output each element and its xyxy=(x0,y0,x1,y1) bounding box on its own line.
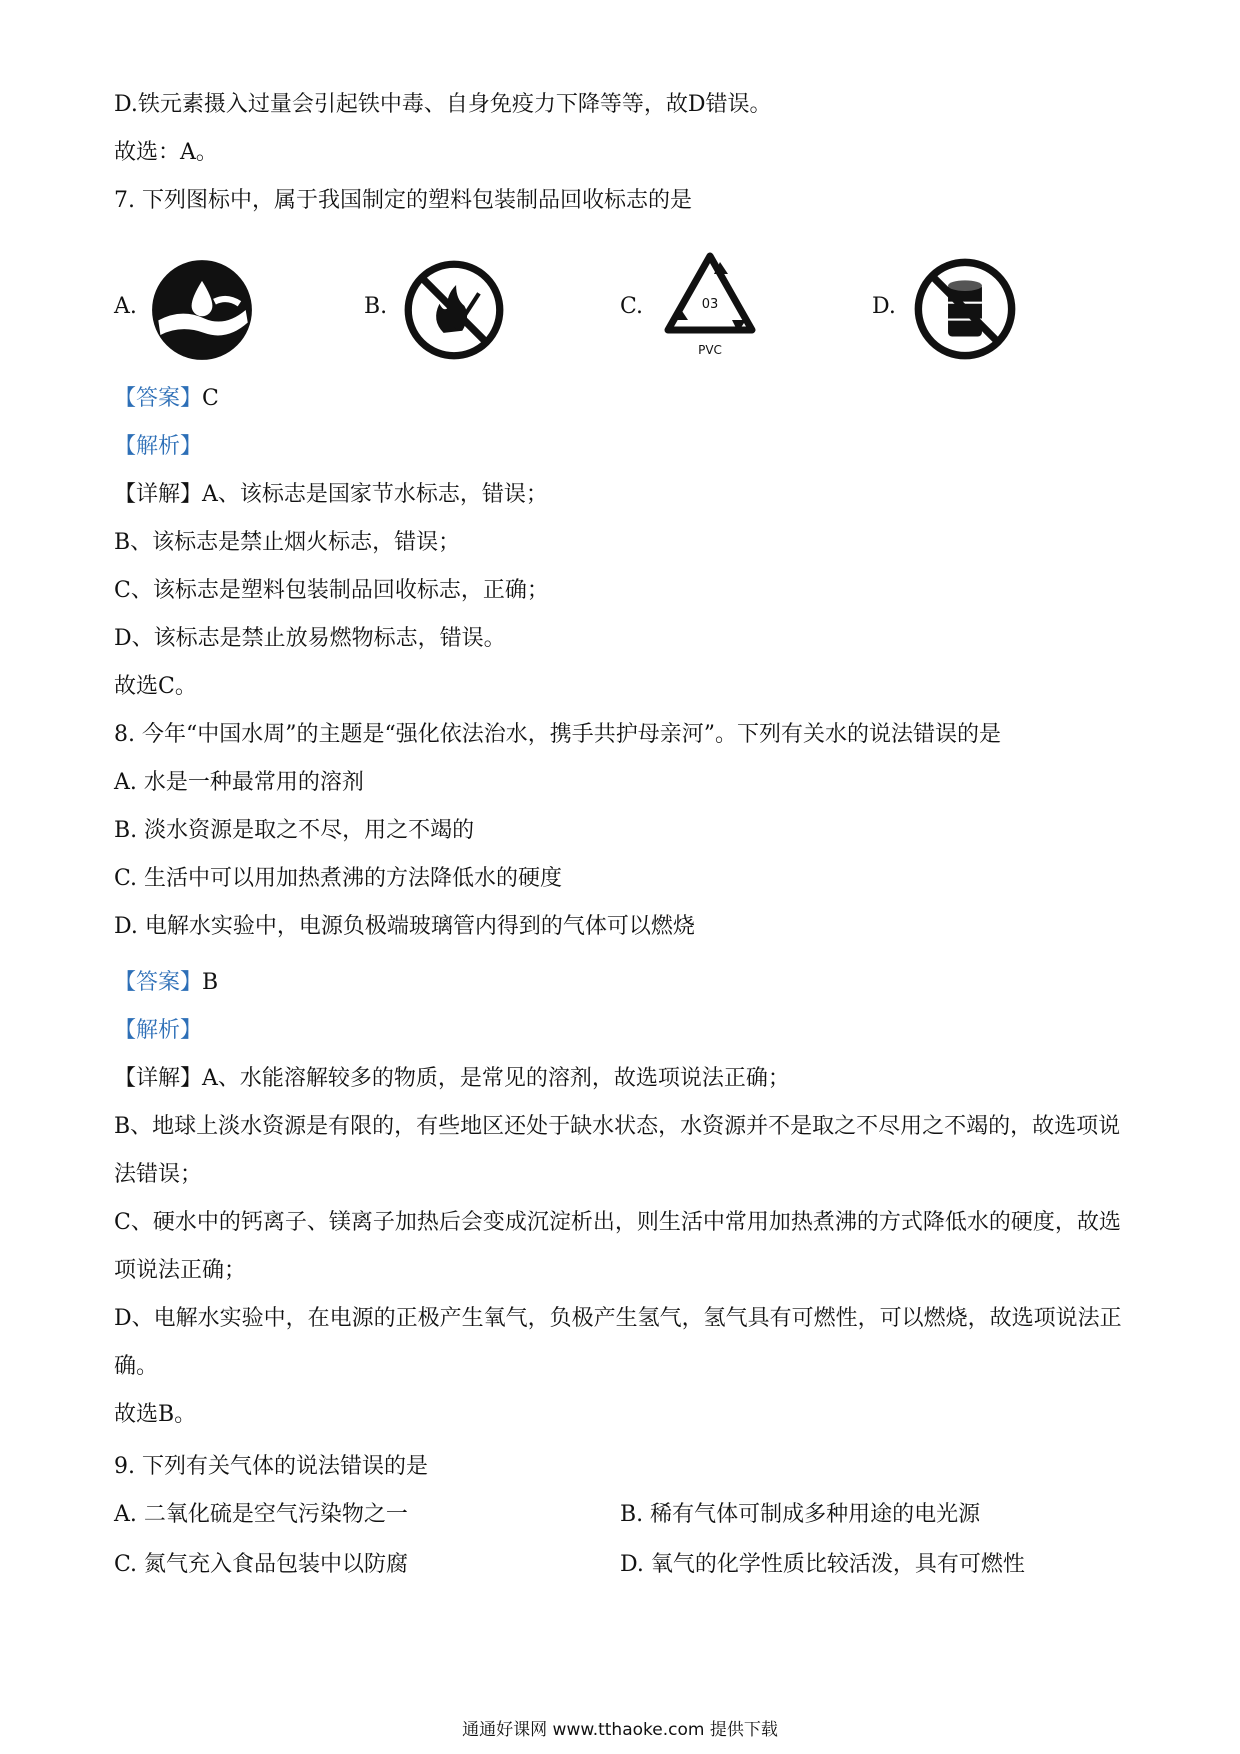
text-line: 确。 xyxy=(114,1354,159,1379)
answer-tag: 【答案】 xyxy=(114,970,203,995)
option-d-label: D. xyxy=(872,294,896,319)
option-d: D. 氧气的化学性质比较活泼，具有可燃性 xyxy=(620,1552,1025,1577)
text-line: 故选C。 xyxy=(114,674,197,699)
option-a: A. 二氧化硫是空气污染物之一 xyxy=(114,1502,408,1527)
text-line: D、该标志是禁止放易燃物标志，错误。 xyxy=(114,626,506,651)
answer-line xyxy=(114,968,218,998)
analysis-tag: 【解析】 xyxy=(114,434,203,459)
recycling-material: PVC xyxy=(698,343,722,357)
detail-line xyxy=(114,480,548,510)
no-flammables-icon xyxy=(912,256,1018,362)
detail-tag: 【详解】 xyxy=(114,1066,203,1091)
no-fire-icon xyxy=(402,258,506,362)
option-b: B. 稀有气体可制成多种用途的电光源 xyxy=(620,1502,981,1527)
option-c: C. 生活中可以用加热煮沸的方法降低水的硬度 xyxy=(114,866,563,891)
text-line: D、电解水实验中，在电源的正极产生氧气，负极产生氢气，氢气具有可燃性，可以燃烧，故选项说法正 xyxy=(114,1306,1122,1331)
text-line: 法错误； xyxy=(114,1162,203,1187)
recycling-code: 03 xyxy=(701,297,719,312)
option-d: D. 电解水实验中，电源负极端玻璃管内得到的气体可以燃烧 xyxy=(114,914,695,939)
text-line: 故选B。 xyxy=(114,1402,197,1427)
option-b-label: B. xyxy=(364,294,388,319)
option-a-label: A. xyxy=(114,294,137,319)
answer-value: B xyxy=(202,970,219,995)
question-9: 9. 下列有关气体的说法错误的是 xyxy=(114,1454,428,1479)
text-line: B、地球上淡水资源是有限的，有些地区还处于缺水状态，水资源并不是取之不尽用之不竭的，故选项说 xyxy=(114,1114,1121,1139)
detail-text: A、水能溶解较多的物质，是常见的溶剂，故选项说法正确； xyxy=(202,1066,790,1091)
answer-tag: 【答案】 xyxy=(114,386,203,411)
text-line: 项说法正确； xyxy=(114,1258,247,1283)
option-a: A. 水是一种最常用的溶剂 xyxy=(114,770,364,795)
footer-watermark: 通通好课网 www.tthaoke.com 提供下载 xyxy=(462,1720,778,1740)
detail-text: A、该标志是国家节水标志，错误； xyxy=(202,482,548,507)
water-saving-icon xyxy=(150,258,254,362)
answer-value: C xyxy=(202,386,219,411)
detail-line xyxy=(114,1064,790,1094)
option-c: C. 氮气充入食品包装中以防腐 xyxy=(114,1552,409,1577)
option-c-label: C. xyxy=(620,294,644,319)
text-line: D.铁元素摄入过量会引起铁中毒、自身免疫力下降等等，故D错误。 xyxy=(114,92,772,117)
detail-tag: 【详解】 xyxy=(114,482,203,507)
answer-line xyxy=(114,384,219,414)
recycling-pvc-icon xyxy=(660,250,760,362)
option-b: B. 淡水资源是取之不尽，用之不竭的 xyxy=(114,818,475,843)
text-line: C、该标志是塑料包装制品回收标志，正确； xyxy=(114,578,549,603)
text-line: B、该标志是禁止烟火标志，错误； xyxy=(114,530,461,555)
text-line: 故选：A。 xyxy=(114,140,218,165)
analysis-tag: 【解析】 xyxy=(114,1018,203,1043)
question-7: 7. 下列图标中，属于我国制定的塑料包装制品回收标志的是 xyxy=(114,188,692,213)
text-line: C、硬水中的钙离子、镁离子加热后会变成沉淀析出，则生活中常用加热煮沸的方式降低水的硬度，故选 xyxy=(114,1210,1121,1235)
question-8: 8. 今年“中国水周”的主题是“强化依法治水，携手共护母亲河”。下列有关水的说法错误的是 xyxy=(114,722,1001,747)
